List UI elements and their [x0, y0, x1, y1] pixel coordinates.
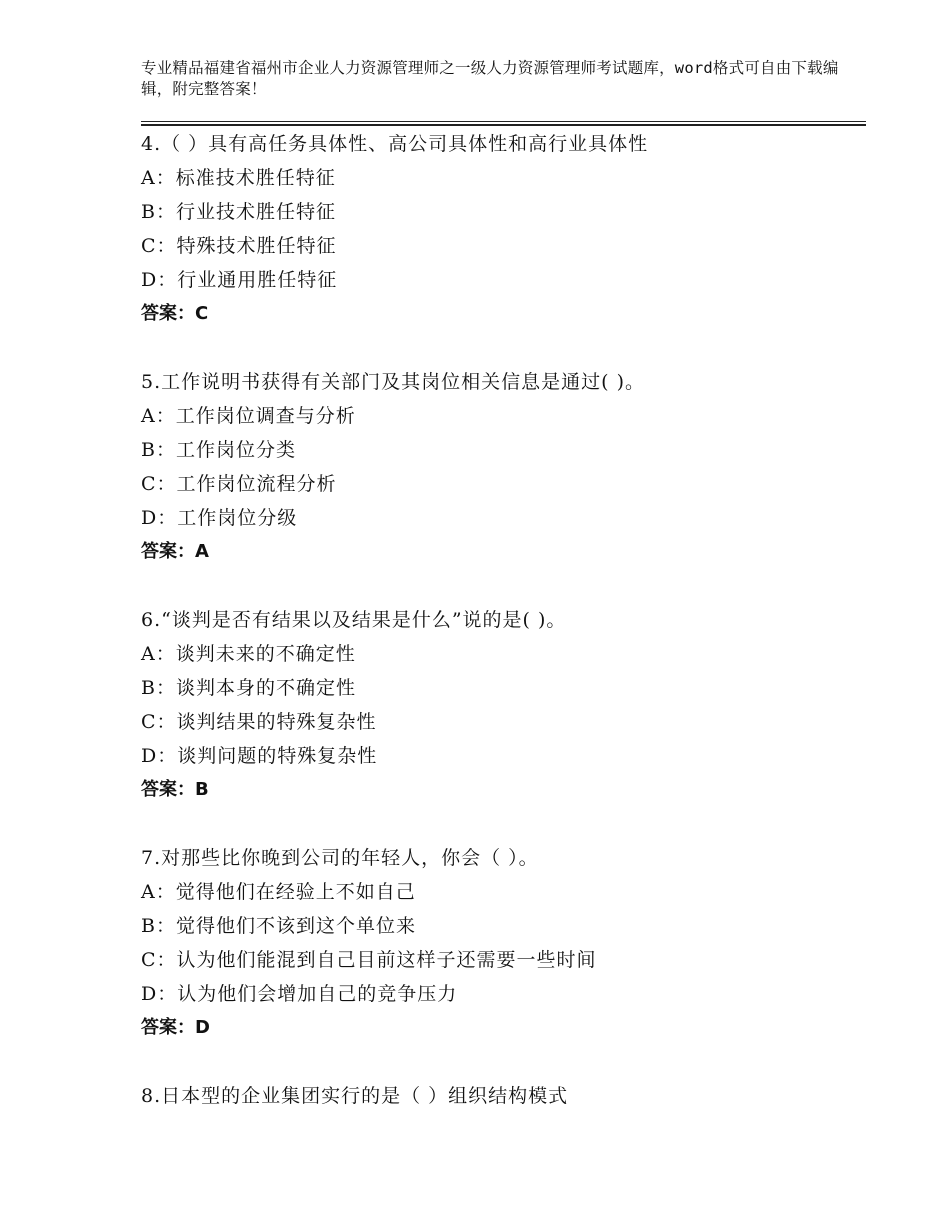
- option-a: A：觉得他们在经验上不如自己: [141, 881, 416, 903]
- option-d: D：认为他们会增加自己的竞争压力: [141, 983, 458, 1005]
- option-a: A：标准技术胜任特征: [141, 167, 336, 189]
- option-b: B：谈判本身的不确定性: [141, 677, 356, 699]
- question-block: [141, 1079, 861, 1113]
- answer-line: 答案：C: [141, 303, 209, 324]
- option-d: D：谈判问题的特殊复杂性: [141, 745, 378, 767]
- question-stem: 6.“谈判是否有结果以及结果是什么”说的是( )。: [141, 609, 567, 631]
- question-stem: 4.（ ）具有高任务具体性、高公司具体性和高行业具体性: [141, 133, 649, 155]
- header-divider-thick: [141, 124, 866, 126]
- question-stem: 5.工作说明书获得有关部门及其岗位相关信息是通过( )。: [141, 371, 645, 393]
- option-d: D：行业通用胜任特征: [141, 269, 338, 291]
- question-block: [141, 365, 861, 569]
- answer-line: 答案：B: [141, 779, 209, 800]
- option-b: B：工作岗位分类: [141, 439, 296, 461]
- question-block: [141, 841, 861, 1045]
- question-stem: 8.日本型的企业集团实行的是（ ）组织结构模式: [141, 1085, 569, 1107]
- answer-line: 答案：A: [141, 541, 209, 562]
- option-c: C：工作岗位流程分析: [141, 473, 337, 495]
- document-header: 专业精品福建省福州市企业人力资源管理师之一级人力资源管理师考试题库，word格式可自由下载编辑，附完整答案！: [141, 59, 839, 98]
- option-a: A：工作岗位调查与分析: [141, 405, 356, 427]
- header-divider-thin: [141, 121, 866, 122]
- option-b: B：行业技术胜任特征: [141, 201, 336, 223]
- option-c: C：谈判结果的特殊复杂性: [141, 711, 377, 733]
- answer-line: 答案：D: [141, 1017, 210, 1038]
- question-stem: 7.对那些比你晚到公司的年轻人，你会（ ）。: [141, 847, 539, 869]
- question-block: [141, 603, 861, 807]
- question-block: [141, 127, 861, 331]
- option-a: A：谈判未来的不确定性: [141, 643, 356, 665]
- option-b: B：觉得他们不该到这个单位来: [141, 915, 416, 937]
- question-list: [141, 127, 861, 1147]
- option-d: D：工作岗位分级: [141, 507, 298, 529]
- option-c: C：认为他们能混到自己目前这样子还需要一些时间: [141, 949, 597, 971]
- option-c: C：特殊技术胜任特征: [141, 235, 337, 257]
